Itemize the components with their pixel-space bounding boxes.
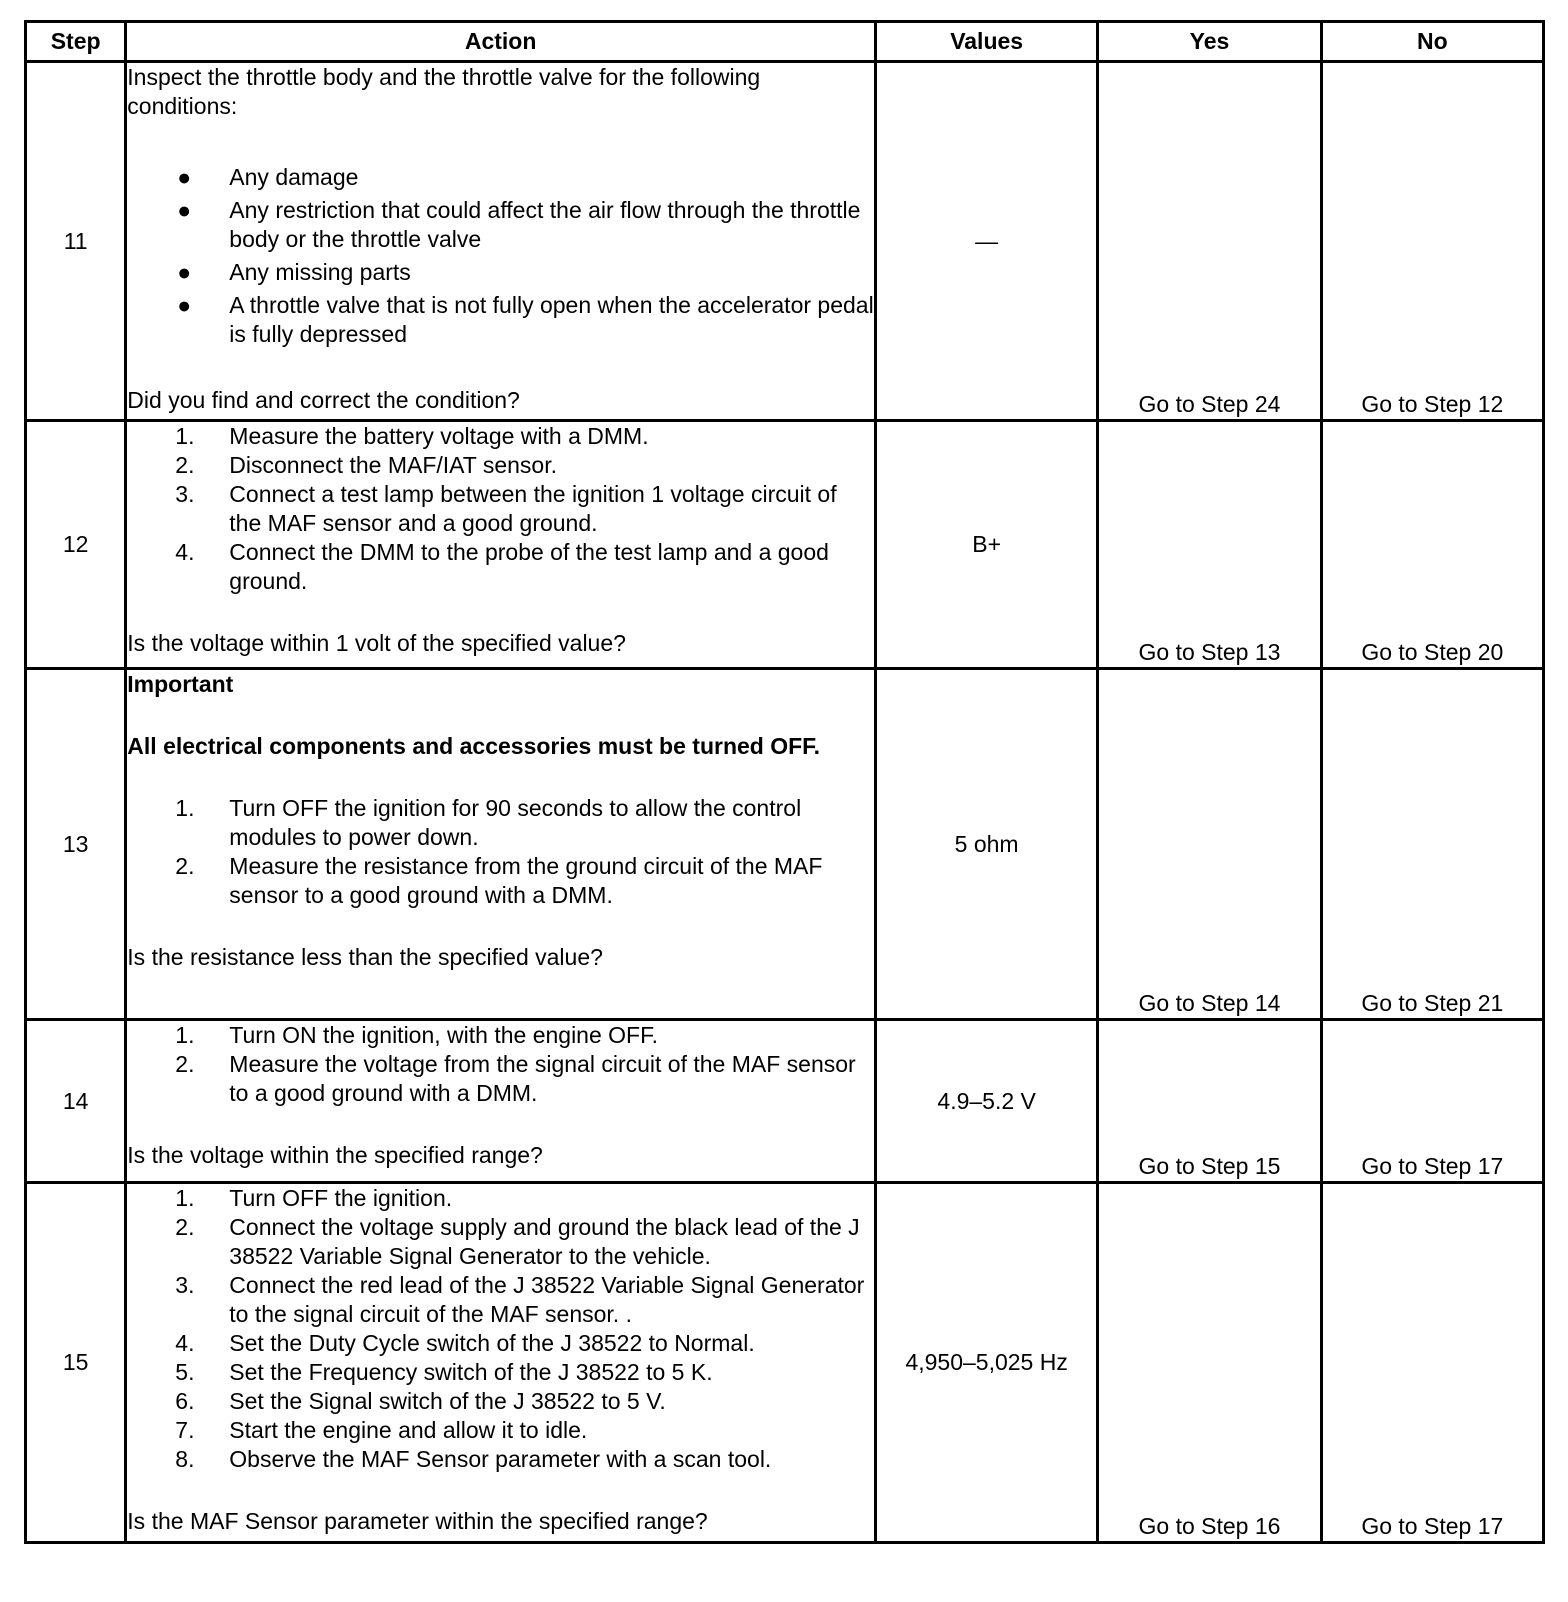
list-item: 8. Observe the MAF Sensor parameter with a scan tool. (175, 1446, 772, 1472)
spec-value: 4,950–5,025 Hz (875, 1183, 1097, 1543)
yes-result: Go to Step 16 (1098, 1183, 1321, 1543)
list-item: 3. Connect a test lamp between the ignition 1 voltage circuit of the MAF sensor and a good ground. (175, 481, 837, 536)
bullet-icon: ● (177, 197, 192, 223)
list-item: ● Any restriction that could affect the air flow through the throttle body or the throttle valve (177, 197, 861, 252)
header-values: Values (875, 22, 1097, 62)
no-result: Go to Step 21 (1321, 669, 1543, 1020)
action-question: Is the resistance less than the specified value? (127, 944, 603, 970)
header-no: No (1321, 22, 1543, 62)
table-row (26, 669, 1544, 1020)
list-item: 4. Connect the DMM to the probe of the test lamp and a good ground. (175, 539, 829, 594)
list-item: 5. Set the Frequency switch of the J 38522 to 5 K. (175, 1359, 713, 1385)
list-item: 1. Measure the battery voltage with a DMM. (175, 423, 649, 449)
action-question: Did you find and correct the condition? (127, 387, 520, 413)
yes-result: Go to Step 15 (1098, 1020, 1321, 1183)
table-row (26, 1183, 1544, 1543)
list-item: 1. Turn ON the ignition, with the engine OFF. (175, 1022, 658, 1048)
yes-result: Go to Step 24 (1098, 62, 1321, 421)
step-number: 14 (26, 1020, 126, 1183)
list-item: 7. Start the engine and allow it to idle. (175, 1417, 588, 1443)
diagnostic-table (24, 20, 1545, 1544)
list-item: 1. Turn OFF the ignition. (175, 1185, 453, 1211)
header-action: Action (126, 22, 876, 62)
list-item: 4. Set the Duty Cycle switch of the J 38522 to Normal. (175, 1330, 755, 1356)
bullet-icon: ● (177, 292, 192, 318)
list-item: ● Any missing parts (177, 259, 411, 285)
warning-text: All electrical components and accessories must be turned OFF. (127, 733, 821, 759)
spec-value: B+ (875, 421, 1097, 669)
important-label: Important (127, 671, 234, 697)
procedure-list (127, 794, 874, 910)
list-item: ● A throttle valve that is not fully open when the accelerator pedal is fully depressed (177, 292, 874, 347)
list-item: 3. Connect the red lead of the J 38522 Variable Signal Generator to the signal circuit of the MAF sensor. . (175, 1272, 865, 1327)
no-result: Go to Step 20 (1321, 421, 1543, 669)
spec-value: 5 ohm (875, 669, 1097, 1020)
no-result: Go to Step 17 (1321, 1183, 1543, 1543)
list-item: 2. Measure the resistance from the ground circuit of the MAF sensor to a good ground with a DMM. (175, 853, 823, 908)
procedure-list (127, 1184, 874, 1474)
step-number: 11 (26, 62, 126, 421)
list-item: 1. Turn OFF the ignition for 90 seconds to allow the control modules to power down. (175, 795, 802, 850)
step-number: 13 (26, 669, 126, 1020)
bullet-icon: ● (177, 164, 192, 190)
step-number: 12 (26, 421, 126, 669)
list-item: 2. Connect the voltage supply and ground the black lead of the J 38522 Variable Signal Generator to the vehicle. (175, 1214, 860, 1269)
action-cell (126, 421, 876, 669)
no-result: Go to Step 17 (1321, 1020, 1543, 1183)
action-cell (126, 1020, 876, 1183)
header-step: Step (26, 22, 126, 62)
table-row (26, 62, 1544, 421)
procedure-list (127, 422, 874, 596)
yes-result: Go to Step 14 (1098, 669, 1321, 1020)
list-item: 2. Disconnect the MAF/IAT sensor. (175, 452, 557, 478)
action-cell (126, 669, 876, 1020)
table-row (26, 1020, 1544, 1183)
list-item: ● Any damage (177, 164, 359, 190)
action-question: Is the voltage within 1 volt of the specified value? (127, 630, 626, 656)
procedure-list (127, 1021, 874, 1108)
step-number: 15 (26, 1183, 126, 1543)
spec-value: 4.9–5.2 V (875, 1020, 1097, 1183)
yes-result: Go to Step 13 (1098, 421, 1321, 669)
list-item: 2. Measure the voltage from the signal circuit of the MAF sensor to a good ground with a DMM. (175, 1051, 856, 1106)
header-yes: Yes (1098, 22, 1321, 62)
no-result: Go to Step 12 (1321, 62, 1543, 421)
table-row (26, 421, 1544, 669)
spec-value: — (875, 62, 1097, 421)
action-intro: Inspect the throttle body and the throttle valve for the following conditions: (127, 64, 761, 119)
action-cell (126, 62, 876, 421)
list-item: 6. Set the Signal switch of the J 38522 to 5 V. (175, 1388, 666, 1414)
header-row (26, 22, 1544, 62)
action-question: Is the voltage within the specified range? (127, 1142, 543, 1168)
action-cell (126, 1183, 876, 1543)
bullet-icon: ● (177, 259, 192, 285)
action-question: Is the MAF Sensor parameter within the specified range? (127, 1508, 708, 1534)
condition-list (127, 163, 874, 349)
